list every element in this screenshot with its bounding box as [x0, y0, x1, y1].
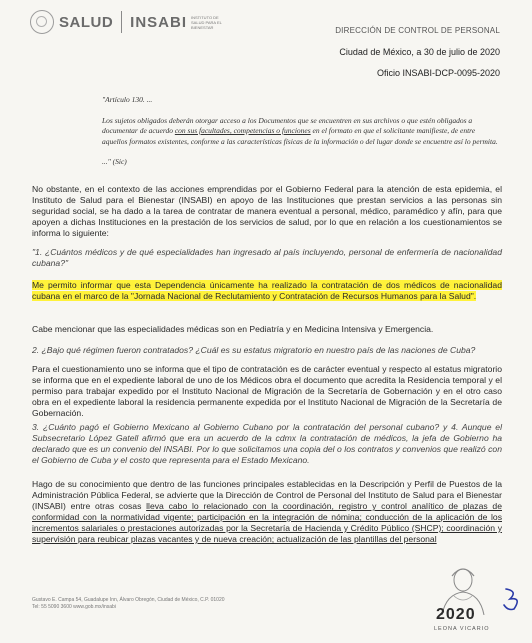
paragraph-context: No obstante, en el contexto de las acciones emprendidas por el Gobierno Federal para la atención de esta epidemia, el Instituto de Salud para el Bienestar (INSABI) en apoyo de las Instituciones que prestan servicios a las personas sin seguridad social, se ha dado a la tarea de contratar de manera eventual a personal, médico, paramédico y afín, para que apoyen a dichas Instituciones en la prestación de los servicios de salud, por lo que en relación a los cuestionamientos se informa lo siguiente: [32, 184, 502, 238]
footer-phone-line: Tel: 55 5090 3600 www.gob.mx/insabi [32, 604, 116, 610]
handwritten-initial-icon [498, 585, 526, 613]
footer-address [32, 597, 272, 611]
quote-text-a: Los sujetos obligados deberán otorgar acceso a los Documentos que se encuentren en sus archivos o que estén obligados a documentar de acuerdo [102, 115, 473, 135]
highlight-text: Me permito informar que esta Dependencia únicamente ha realizado la contratación de dos médicos de nacionalidad cubana en el marco de la "Jornada Nacional de Reclutamiento y Contratación de Recursos Humanos para la Salud". [32, 280, 502, 301]
functions-intro: Hago de su conocimiento que dentro de las funciones principales establecidas en la Descripción y Perfil de Puestos de la Administración Pública Federal, se advierte que la Dirección de Control de Personal del Instituto de Salud para el Bienestar (INSABI) entre otras cosas [32, 479, 502, 511]
quote-article: "Artículo 130. ... [102, 95, 153, 104]
logo-divider [121, 11, 122, 33]
logo-salud: SALUD [59, 13, 114, 31]
legal-quote [102, 95, 500, 168]
highlighted-answer [32, 280, 502, 302]
question-1: "1. ¿Cuántos médicos y de qué especialidades han ingresado al país incluyendo, personal de enfermería de nacionalidad cubana?" [32, 247, 502, 268]
quote-body [102, 116, 500, 148]
office-number: Oficio INSABI-DCP-0095-2020 [376, 68, 500, 78]
paragraph-migration: Para el cuestionamiento uno se informa que el tipo de contratación es de carácter eventual y respecto al estatus migratorio se informa que en el expediente laboral de uno de los Médicos obra el documento que acredita la Residencia temporal y el permiso para trabajar expedido por el Instituto Nacional de Migración de la Secretaría de Gobernación y en el otro caso obra en el expediente laboral la residencia permanente expedida por el Instituto Nacional de Migración de la Secretaría de Gobernación. [32, 364, 502, 418]
question-3-4: 3. ¿Cuánto pagó el Gobierno Mexicano al Gobierno Cubano por la contratación del personal cubano? y 4. Aunque el Subsecretario López Gatell afirmó que era un acuerdo de la cdmx la contratación de médicos, la jefa de Gobierno ha declarado que es un convenio del INSABI. Por lo que solicitamos una copia del o los contratos y convenios que realizó con el Gobierno de Cuba y el costo que representa para el Estado Mexicano. [32, 422, 502, 465]
letterhead-logo [30, 10, 233, 34]
logo-insabi-subtitle: INSTITUTO DE SALUD PARA EL BIENESTAR [191, 14, 222, 30]
logo-insabi: INSABI [130, 13, 188, 31]
leona-vicario-label: LEONA VICARIO [434, 626, 490, 632]
quote-text-b: en el formato en que el solicitante manifieste, de entre aquellos formatos existentes, conforme a las características físicas de la información o del lugar donde se encuentre así lo permita. [102, 126, 498, 146]
document-date: Ciudad de México, a 30 de julio de 2020 [339, 47, 500, 57]
government-seal-icon [30, 10, 54, 34]
functions-underlined: lleva cabo lo relacionado con la coordinación, registro y control analítico de plazas de conformidad con la normatividad vigente; participación en la integración de nómina; conducción de la aplicación de los incrementos salariales o prestaciones autorizadas por la Secretaría de Hacienda y Crédito Público (SHCP); coordinación y supervisión para reubicar plazas vacantes y de nueva creación; actualización de las plantillas del personal [32, 501, 502, 544]
quote-text-underlined: con sus facultades, competencias o funciones [174, 126, 311, 135]
department-name: DIRECCIÓN DE CONTROL DE PERSONAL [335, 26, 500, 35]
year-2020: 2020 [436, 606, 476, 623]
footer-address-line: Gustavo E. Campa 54, Guadalupe Inn, Álvaro Obregón, Ciudad de México, C.P. 01020 [32, 597, 225, 603]
question-2: 2. ¿Bajo qué régimen fueron contratados? ¿Cuál es su estatus migratorio en nuestro país de las naciones de Cuba? [32, 345, 476, 355]
quote-end: ..." (Sic) [102, 157, 127, 166]
paragraph-specialties: Cabe mencionar que las especialidades médicas son en Pediatría y en Medicina Intensiva y Emergencia. [32, 324, 434, 334]
paragraph-functions [32, 479, 502, 545]
